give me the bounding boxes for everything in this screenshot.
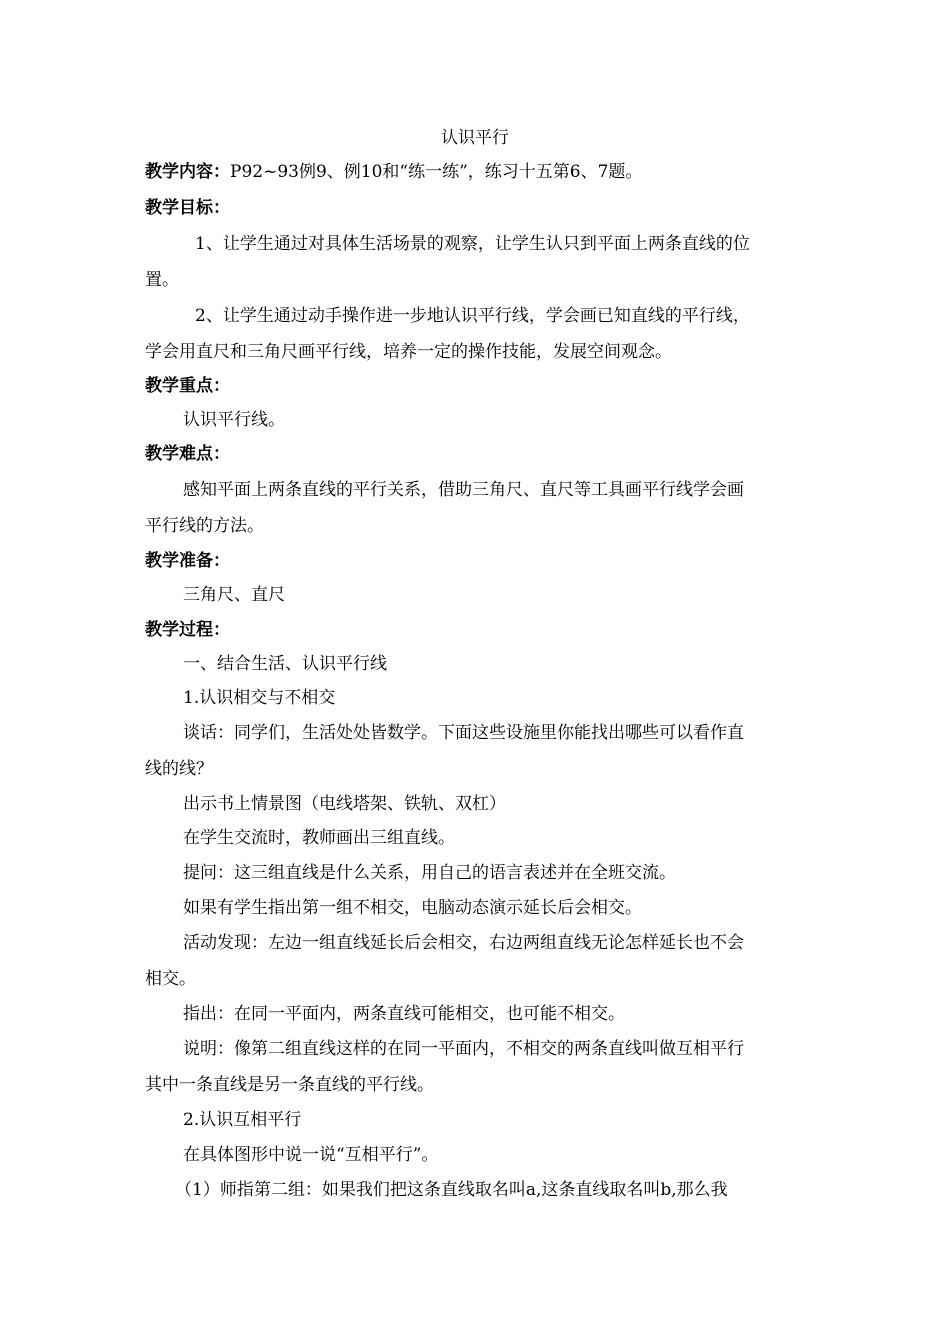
- goal-2-line-2: 学会用直尺和三角尺画平行线，培养一定的操作技能，发展空间观念。: [145, 342, 672, 362]
- process-p3-line-2: 线的线？: [145, 759, 213, 779]
- difficulty-line-2: 平行线的方法。: [145, 516, 264, 536]
- process-p10-line-2: 其中一条直线是另一条直线的平行线。: [145, 1075, 434, 1095]
- difficulty-label: 教学难点：: [145, 444, 230, 464]
- key-point-label: 教学重点：: [145, 376, 230, 396]
- process-label: 教学过程：: [145, 620, 230, 640]
- process-p8-line-1: 活动发现：左边一组直线延长后会相交，右边两组直线无论怎样延长也不会: [183, 933, 744, 953]
- difficulty-line-1: 感知平面上两条直线的平行关系，借助三角尺、直尺等工具画平行线学会画: [183, 480, 744, 500]
- prep-text: 三角尺、直尺: [183, 585, 285, 605]
- goal-2-line-1: 2、让学生通过动手操作进一步地认识平行线，学会画已知直线的平行线，: [195, 306, 750, 326]
- process-p8-line-2: 相交。: [145, 969, 196, 989]
- process-p11: 2.认识互相平行: [183, 1110, 302, 1130]
- goal-1-line-2: 置。: [145, 270, 179, 290]
- process-p1: 一、结合生活、认识平行线: [183, 654, 387, 674]
- process-p13: （1）师指第二组：如果我们把这条直线取名叫a,这条直线取名叫b,那么我: [175, 1180, 728, 1200]
- process-p7: 如果有学生指出第一组不相交，电脑动态演示延长后会相交。: [183, 898, 642, 918]
- content-row: [145, 160, 815, 184]
- goals-label: 教学目标：: [145, 198, 230, 218]
- process-p10-line-1: 说明：像第二组直线这样的在同一平面内，不相交的两条直线叫做互相平行: [183, 1039, 744, 1059]
- process-p9: 指出：在同一平面内，两条直线可能相交，也可能不相交。: [183, 1004, 625, 1024]
- process-p5: 在学生交流时，教师画出三组直线。: [183, 828, 455, 848]
- process-p12: 在具体图形中说一说“互相平行”。: [183, 1145, 439, 1165]
- process-p2: 1.认识相交与不相交: [183, 688, 336, 708]
- content-label: 教学内容：: [145, 162, 230, 182]
- process-p4: 出示书上情景图（电线塔架、铁轨、双杠）: [183, 794, 506, 814]
- page-title: 认识平行: [441, 128, 509, 148]
- content-text: P92~93例9、例10和“练一练”，练习十五第6、7题。: [230, 162, 643, 182]
- process-p6: 提问：这三组直线是什么关系，用自己的语言表述并在全班交流。: [183, 863, 676, 883]
- prep-label: 教学准备：: [145, 551, 230, 571]
- process-p3-line-1: 谈话：同学们，生活处处皆数学。下面这些设施里你能找出哪些可以看作直: [183, 723, 744, 743]
- goal-1-line-1: 1、让学生通过对具体生活场景的观察，让学生认只到平面上两条直线的位: [195, 234, 750, 254]
- key-point-text: 认识平行线。: [183, 410, 285, 430]
